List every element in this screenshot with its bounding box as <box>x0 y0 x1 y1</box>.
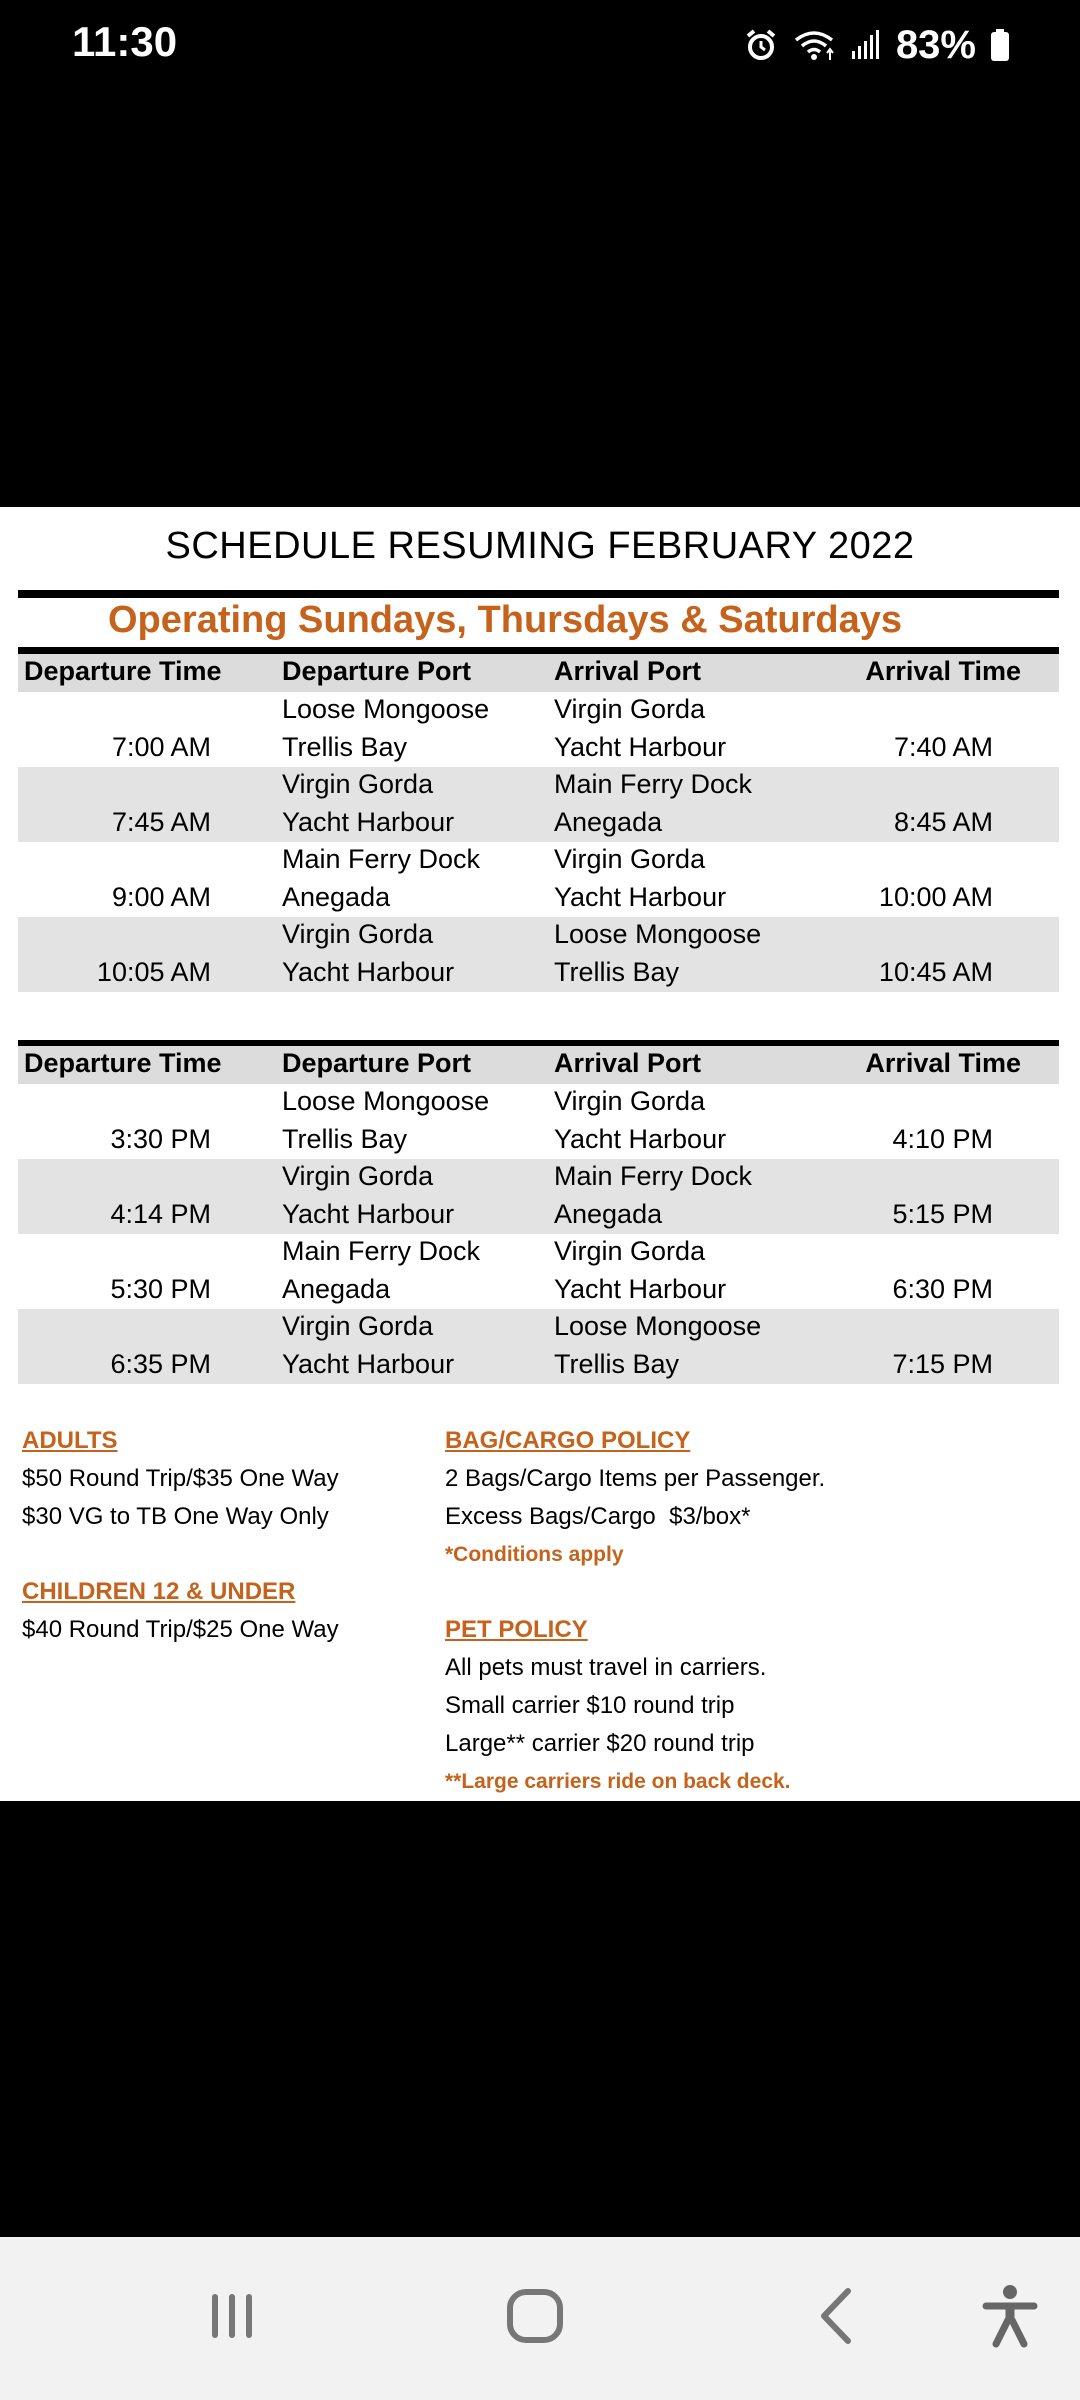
arrival-port: Virgin Gorda <box>554 694 706 724</box>
departure-port-area: Yacht Harbour <box>282 807 455 837</box>
arrival-time: 10:45 AM <box>878 957 993 987</box>
bag-policy-line: Excess Bags/Cargo $3/box* <box>445 1503 751 1530</box>
arrival-time: 8:45 AM <box>893 807 993 837</box>
divider <box>18 647 1059 654</box>
arrival-port: Virgin Gorda <box>554 844 706 874</box>
header-arrival-time: Arrival Time <box>865 1048 1021 1078</box>
departure-time: 7:00 AM <box>111 732 211 762</box>
arrival-port: Loose Mongoose <box>554 1311 762 1341</box>
schedule-image <box>0 507 1080 1801</box>
table-row <box>18 1084 1059 1159</box>
table-row <box>18 692 1059 767</box>
departure-time: 6:35 PM <box>110 1349 211 1379</box>
recent-apps-icon <box>204 2288 260 2349</box>
morning-schedule-table <box>18 654 1059 992</box>
bag-cargo-policy <box>445 1422 825 1574</box>
departure-port-area: Anegada <box>282 882 391 912</box>
departure-port-area: Yacht Harbour <box>282 957 455 987</box>
adult-fare-line: $30 VG to TB One Way Only <box>22 1503 329 1530</box>
signal-icon <box>850 29 880 61</box>
pet-policy-line: Large** carrier $20 round trip <box>445 1730 755 1757</box>
departure-time: 10:05 AM <box>96 957 211 987</box>
departure-time: 7:45 AM <box>111 807 211 837</box>
departure-port-area: Trellis Bay <box>282 732 408 762</box>
table-row <box>18 1234 1059 1309</box>
back-button[interactable] <box>776 2237 896 2400</box>
departure-port: Virgin Gorda <box>282 1161 434 1191</box>
departure-port: Main Ferry Dock <box>282 1236 481 1266</box>
bag-policy-note: *Conditions apply <box>445 1543 624 1566</box>
adult-fares <box>22 1422 339 1536</box>
arrival-time: 6:30 PM <box>892 1274 993 1304</box>
wifi-icon <box>792 28 836 62</box>
table-header <box>18 654 1059 692</box>
departure-port: Loose Mongoose <box>282 694 490 724</box>
departure-port: Virgin Gorda <box>282 769 434 799</box>
departure-time: 5:30 PM <box>110 1274 211 1304</box>
home-button[interactable] <box>475 2237 595 2400</box>
status-bar <box>0 0 1080 90</box>
afternoon-schedule-table <box>18 1046 1059 1384</box>
header-arrival-port: Arrival Port <box>554 1048 702 1078</box>
header-departure-time: Departure Time <box>24 1048 222 1078</box>
departure-port-area: Anegada <box>282 1274 391 1304</box>
table-row <box>18 1159 1059 1234</box>
arrival-time: 7:15 PM <box>892 1349 993 1379</box>
arrival-time: 7:40 AM <box>893 732 993 762</box>
arrival-port-area: Yacht Harbour <box>554 732 727 762</box>
arrival-time: 10:00 AM <box>878 882 993 912</box>
departure-port: Main Ferry Dock <box>282 844 481 874</box>
adults-heading: ADULTS <box>22 1427 118 1454</box>
alarm-icon <box>744 28 778 62</box>
children-heading: CHILDREN 12 & UNDER <box>22 1578 296 1605</box>
departure-port-area: Trellis Bay <box>282 1124 408 1154</box>
header-arrival-port: Arrival Port <box>554 656 702 686</box>
adult-fare-line: $50 Round Trip/$35 One Way <box>22 1465 339 1492</box>
arrival-port: Main Ferry Dock <box>554 1161 753 1191</box>
arrival-port-area: Yacht Harbour <box>554 1124 727 1154</box>
battery-icon <box>990 28 1010 62</box>
bag-policy-line: 2 Bags/Cargo Items per Passenger. <box>445 1465 826 1492</box>
header-departure-port: Departure Port <box>282 1048 472 1078</box>
table-row <box>18 1309 1059 1384</box>
pet-policy-heading: PET POLICY <box>445 1616 588 1643</box>
pet-policy <box>445 1611 791 1801</box>
accessibility-icon <box>982 2284 1038 2353</box>
arrival-port-area: Anegada <box>554 807 663 837</box>
departure-time: 4:14 PM <box>110 1199 211 1229</box>
header-departure-port: Departure Port <box>282 656 472 686</box>
accessibility-button[interactable] <box>950 2237 1070 2400</box>
navigation-bar <box>0 2237 1080 2400</box>
arrival-port-area: Trellis Bay <box>554 957 680 987</box>
pet-policy-line: All pets must travel in carriers. <box>445 1654 767 1681</box>
table-row <box>18 842 1059 917</box>
arrival-port-area: Anegada <box>554 1199 663 1229</box>
arrival-time: 5:15 PM <box>892 1199 993 1229</box>
pet-policy-line: Small carrier $10 round trip <box>445 1692 735 1719</box>
table-row <box>18 767 1059 842</box>
status-icons <box>744 18 1010 72</box>
departure-port-area: Yacht Harbour <box>282 1349 455 1379</box>
arrival-port-area: Yacht Harbour <box>554 1274 727 1304</box>
departure-time: 3:30 PM <box>110 1124 211 1154</box>
departure-port-area: Yacht Harbour <box>282 1199 455 1229</box>
departure-port: Loose Mongoose <box>282 1086 490 1116</box>
arrival-port-area: Trellis Bay <box>554 1349 680 1379</box>
pet-policy-note: **Large carriers ride on back deck. <box>445 1770 791 1793</box>
bag-policy-heading: BAG/CARGO POLICY <box>445 1427 691 1454</box>
arrival-time: 4:10 PM <box>892 1124 993 1154</box>
arrival-port: Virgin Gorda <box>554 1086 706 1116</box>
recent-apps-button[interactable] <box>172 2237 292 2400</box>
operating-days: Operating Sundays, Thursdays & Saturdays <box>108 599 902 641</box>
table-header <box>18 1046 1059 1084</box>
departure-port: Virgin Gorda <box>282 1311 434 1341</box>
home-icon <box>506 2287 564 2350</box>
arrival-port: Main Ferry Dock <box>554 769 753 799</box>
arrival-port: Loose Mongoose <box>554 919 762 949</box>
header-arrival-time: Arrival Time <box>865 656 1021 686</box>
child-fares <box>22 1573 339 1649</box>
divider <box>18 590 1059 598</box>
child-fare-line: $40 Round Trip/$25 One Way <box>22 1616 339 1643</box>
departure-port: Virgin Gorda <box>282 919 434 949</box>
arrival-port-area: Yacht Harbour <box>554 882 727 912</box>
back-icon <box>816 2286 856 2351</box>
battery-percentage: 83% <box>895 22 976 67</box>
schedule-title: SCHEDULE RESUMING FEBRUARY 2022 <box>165 525 915 567</box>
departure-time: 9:00 AM <box>111 882 211 912</box>
table-row <box>18 917 1059 992</box>
arrival-port: Virgin Gorda <box>554 1236 706 1266</box>
header-departure-time: Departure Time <box>24 656 222 686</box>
status-time: 11:30 <box>72 18 178 65</box>
